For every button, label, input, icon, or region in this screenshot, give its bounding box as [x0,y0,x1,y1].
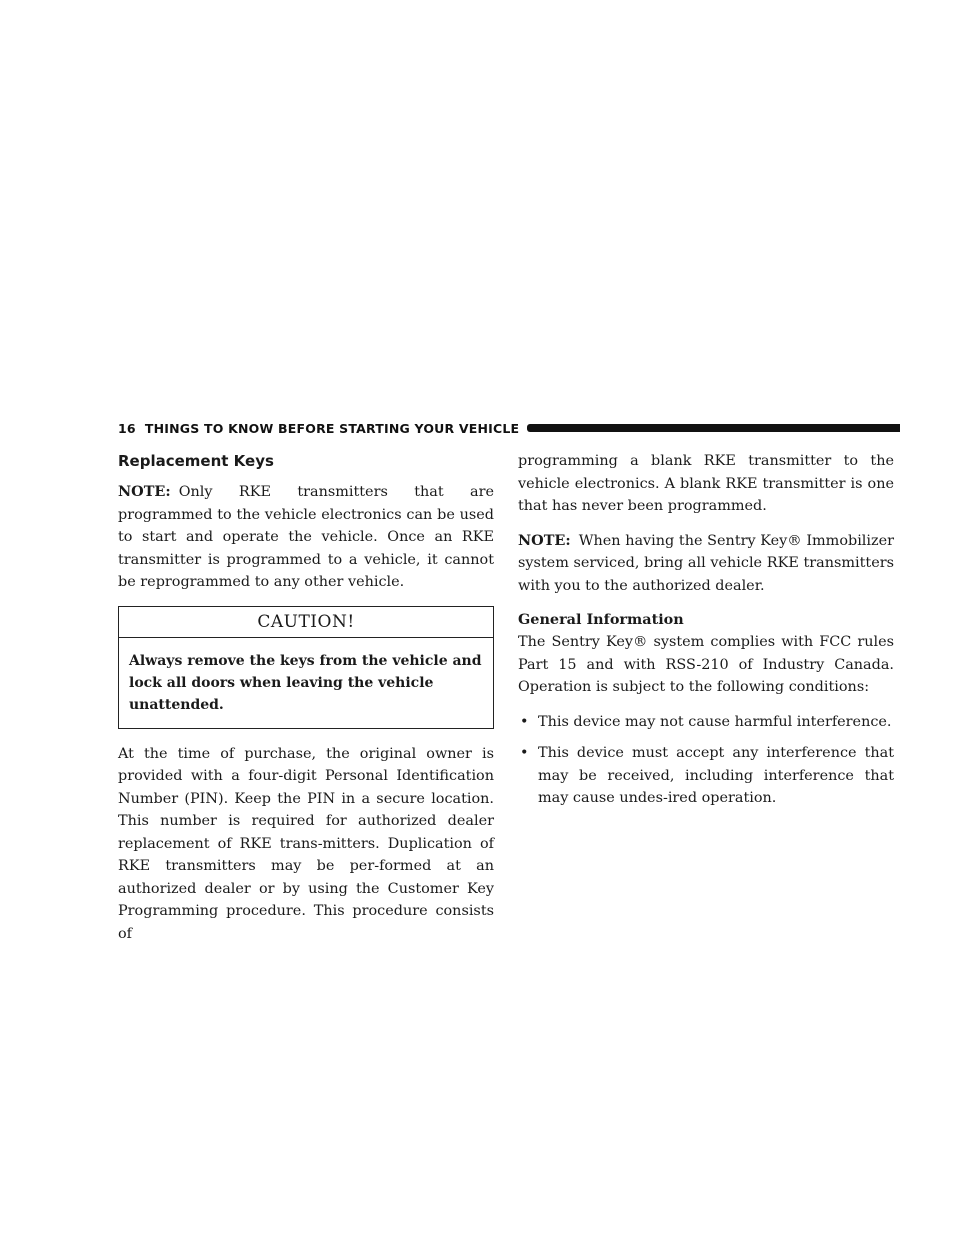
pin-paragraph: At the time of purchase, the original owner is provided with a four-digit Personal Identification Number (PIN). Keep the PIN in a secure location. This number is required for authorized dealer replacement of RKE trans-mitters. Duplication of RKE transmitters may be per-formed at an authorized dealer or by using the Customer Key Programming procedure. This procedure consists of [118,745,494,942]
page-header [118,420,900,436]
continuation-paragraph: programming a blank RKE transmitter to the vehicle electronics. A blank RKE transmitter is one that has never been programmed. [518,453,894,514]
bullet-icon: • [520,745,529,761]
note-paragraph [118,481,494,594]
list-item [518,711,894,734]
bullet-icon: • [520,713,529,730]
caution-box [118,606,494,729]
conditions-list [518,711,894,810]
right-column [518,450,894,819]
list-item-text: This device may not cause harmful interference. [538,713,892,730]
section-heading: Replacement Keys [118,452,274,470]
page-number: 16 [118,420,136,436]
list-item [518,742,894,810]
header-rule [527,424,900,432]
header-text [118,421,519,436]
left-column [118,450,494,957]
note-label: NOTE: [118,483,171,500]
note-text-2: When having the Sentry Key® Immobilizer system serviced, bring all vehicle RKE transmitters with you to the authorized dealer. [518,532,894,594]
note-paragraph-2 [518,530,894,598]
subheading: General Information [518,611,684,628]
chapter-title: THINGS TO KNOW BEFORE STARTING YOUR VEHICLE [144,420,520,436]
info-paragraph: The Sentry Key® system complies with FCC rules Part 15 and with RSS-210 of Industry Canada. Operation is subject to the following conditions: [518,634,894,695]
note-text: Only RKE transmitters that are programmed to the vehicle electronics can be used to start and operate the vehicle. Once an RKE transmitter is programmed to a vehicle, it cannot be reprogrammed to any other vehicle. [118,484,494,590]
list-item-text: This device must accept any interference that may be received, including interference that may cause undes-ired operation. [538,745,894,806]
caution-title: CAUTION! [119,607,493,638]
caution-text: Always remove the keys from the vehicle and lock all doors when leaving the vehicle unattended. [129,652,482,713]
note-label-2: NOTE: [518,531,571,549]
